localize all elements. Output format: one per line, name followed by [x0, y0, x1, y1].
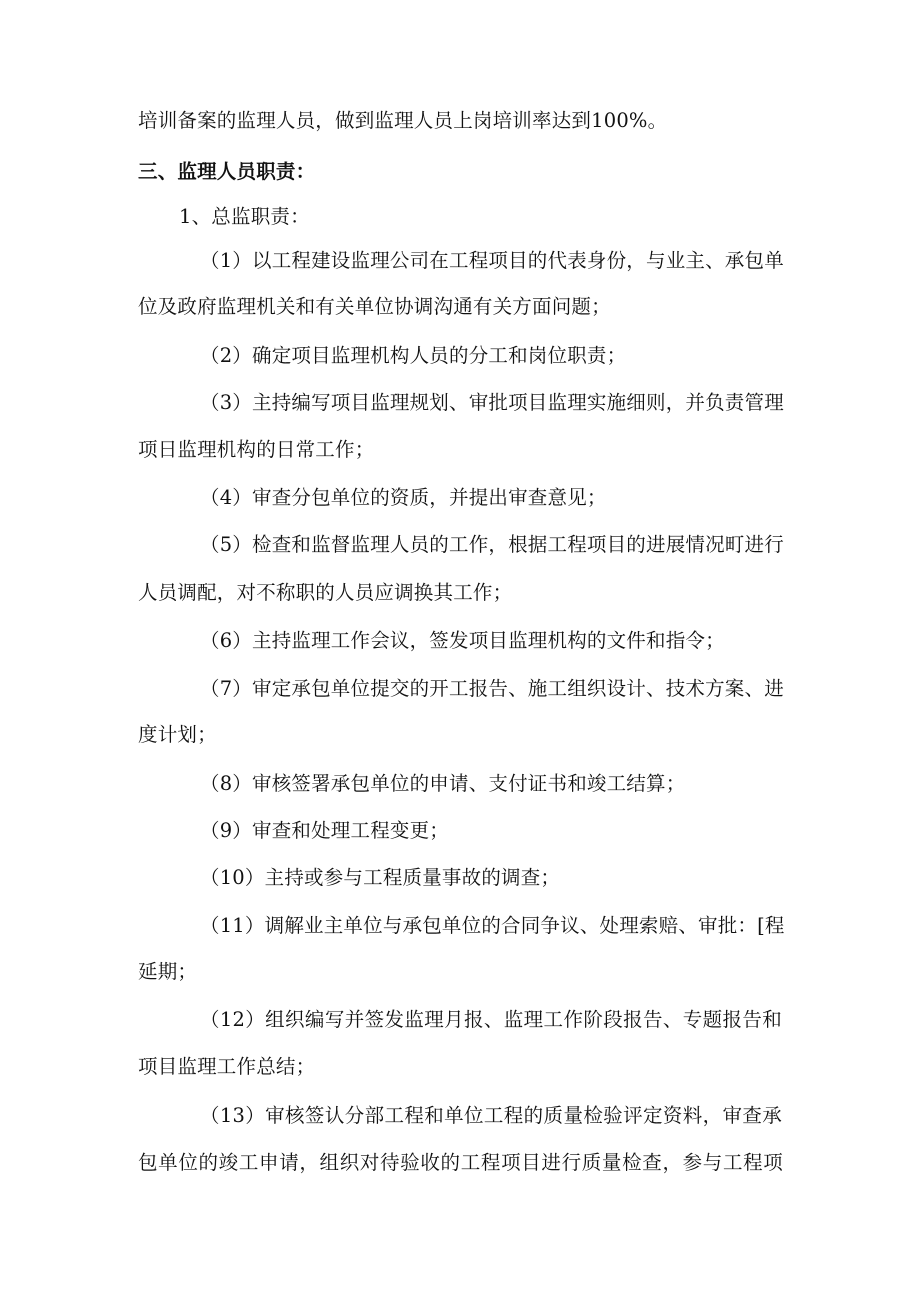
item-3-line-2: 项日监理机构的日常工作； — [138, 438, 375, 461]
item-11-line-1: （11）调解业主单位与承包单位的合同争议、处理索赔、审批：[程 — [200, 914, 785, 937]
item-6-line-1: （6）主持监理工作会议，签发项目监理机构的文件和指令； — [200, 629, 725, 652]
intro-continuation-line: 培训备案的监理人员，做到监理人员上岗培训率达到100%。 — [138, 109, 668, 132]
item-12-line-2: 项目监理工作总结； — [138, 1055, 316, 1078]
item-4-line-1: （4）审查分包单位的资质，并提出审查意见； — [200, 486, 607, 509]
item-7-line-2: 度计划； — [138, 723, 217, 746]
subsection-heading: 1、总监职责： — [179, 205, 310, 228]
item-5-line-1: （5）检查和监督监理人员的工作，根据工程项目的进展情况町进行 — [200, 533, 784, 556]
item-1-line-1: （1）以工程建设监理公司在工程项目的代表身份，与业主、承包单 — [200, 249, 784, 272]
item-2-line-1: （2）确定项目监理机构人员的分工和岗位职责； — [200, 344, 627, 367]
item-1-line-2: 位及政府监理机关和有关单位协调沟通有关方面问题； — [138, 295, 611, 318]
item-13-line-2: 包单位的竣工申请，组织对待验收的工程项目进行质量检查，参与工程项 — [138, 1151, 783, 1174]
item-10-line-1: （10）主持或参与工程质量事故的调查； — [200, 866, 561, 889]
item-13-line-1: （13）审核签认分部工程和单位工程的质量检验评定资料，审查承 — [200, 1104, 782, 1127]
item-8-line-1: （8）审核签署承包单位的申请、支付证书和竣工结算； — [200, 772, 686, 795]
item-7-line-1: （7）审定承包单位提交的开工报告、施工组织设计、技术方案、进 — [200, 677, 784, 700]
item-12-line-1: （12）组织编写并签发监理月报、监理工作阶段报告、专题报告和 — [200, 1008, 782, 1031]
item-3-line-1: （3）主持编写项目监理规划、审批项目监理实施细则，并负责管理 — [200, 391, 784, 414]
section-heading: 三、监理人员职责： — [138, 160, 316, 183]
item-9-line-1: （9）审查和处理工程变更； — [200, 819, 450, 842]
item-5-line-2: 人员调配，对不称职的人员应调换其工作； — [138, 581, 513, 604]
item-11-line-2: 延期； — [138, 960, 198, 983]
